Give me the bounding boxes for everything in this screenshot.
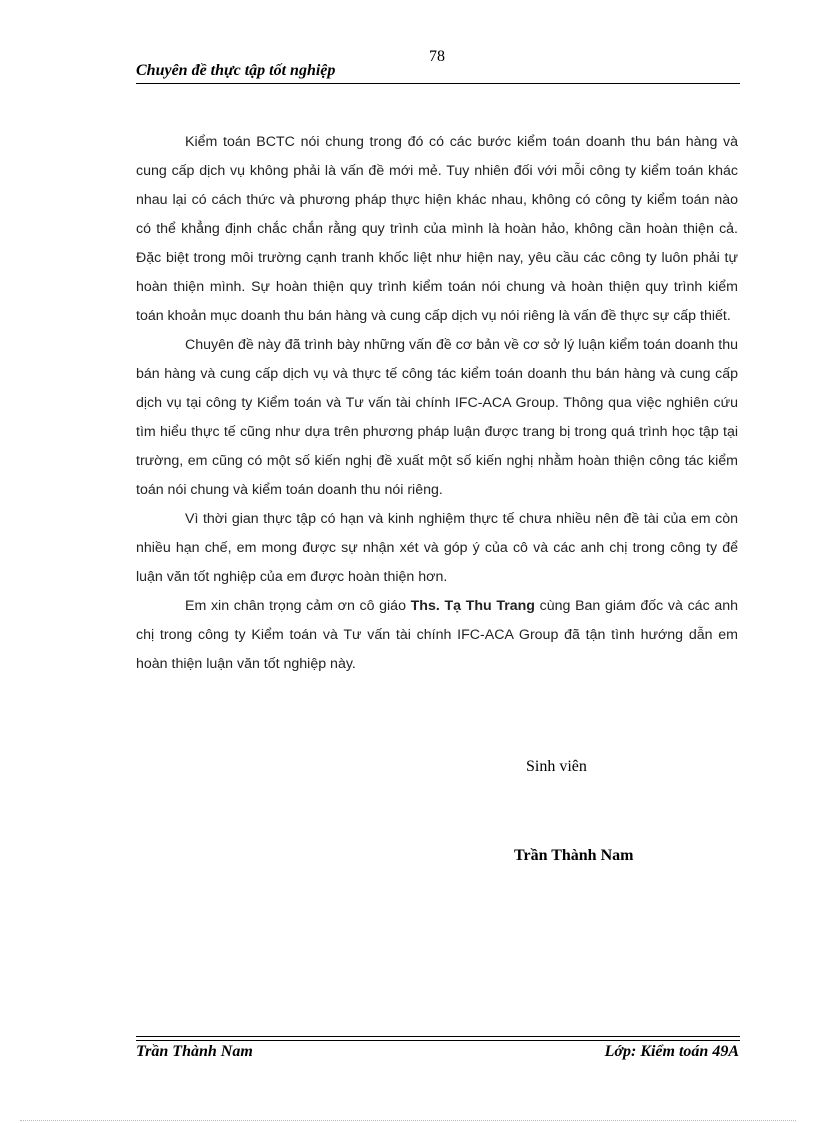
paragraph-2: Chuyên đề này đã trình bày những vấn đề cơ bản về cơ sở lý luận kiểm toán doanh thu bán hàng và cung cấp dịch vụ và thực tế công tác kiểm toán doanh thu bán hàng và cung cấp dịch vụ tại công ty Kiểm toán và Tư vấn tài chính IFC-ACA Group. Thông qua việc nghiên cứu tìm hiểu thực tế cũng như dựa trên phương pháp luận được trang bị trong quá trình học tập tại trường, em cũng có một số kiến nghị đề xuất một số kiến nghị nhằm hoàn thiện công tác kiểm toán nói chung và kiểm toán doanh thu nói riêng. — [136, 337, 738, 498]
paragraph-1: Kiểm toán BCTC nói chung trong đó có các bước kiểm toán doanh thu bán hàng và cung cấp dịch vụ không phải là vấn đề mới mẻ. Tuy nhiên đối với mỗi công ty kiểm toán khác nhau lại có cách thức và phương pháp thực hiện khác nhau, không có công ty kiểm toán nào có thể khẳng định chắc chắn rằng quy trình của mình là hoàn hảo, không cần hoàn thiện cả. Đặc biệt trong môi trường cạnh tranh khốc liệt như hiện nay, yêu cầu các công ty luôn phải tự hoàn thiện mình. Sự hoàn thiện quy trình kiểm toán nói chung và hoàn thiện quy trình kiểm toán khoản mục doanh thu bán hàng và cung cấp dịch vụ nói riêng là vấn đề thực sự cấp thiết. — [136, 134, 738, 324]
paragraph-4-rest: cùng Ban giám đốc và các anh chị trong công ty Kiểm toán và Tư vấn tài chính IFC-ACA Group đã tận tình hướng dẫn em hoàn thiện luận văn tốt nghiệp này. — [136, 598, 738, 672]
paragraph-3: Vì thời gian thực tập có hạn và kinh nghiệm thực tế chưa nhiều nên đề tài của em còn nhiều hạn chế, em mong được sự nhận xét và góp ý của cô và các anh chị trong công ty để luận văn tốt nghiệp của em được hoàn thiện hơn. — [136, 511, 738, 585]
supervisor-name: Ths. Tạ Thu Trang — [410, 598, 535, 614]
footer-divider-bottom — [136, 1040, 740, 1041]
page-edge-dots — [20, 1120, 796, 1121]
header-divider — [136, 83, 740, 84]
footer-class: Lớp: Kiểm toán 49A — [604, 1043, 739, 1060]
paragraph-4-intro: Em xin chân trọng cảm ơn cô giáo — [185, 598, 411, 614]
signature-name: Trần Thành Nam — [514, 847, 634, 864]
page-number: 78 — [429, 48, 445, 65]
footer-divider-top — [136, 1036, 740, 1037]
footer-author: Trần Thành Nam — [136, 1043, 253, 1060]
document-body — [136, 128, 738, 679]
signature-label: Sinh viên — [526, 758, 587, 775]
paragraph-4 — [136, 592, 738, 679]
header-title: Chuyên đề thực tập tốt nghiệp — [136, 62, 336, 79]
